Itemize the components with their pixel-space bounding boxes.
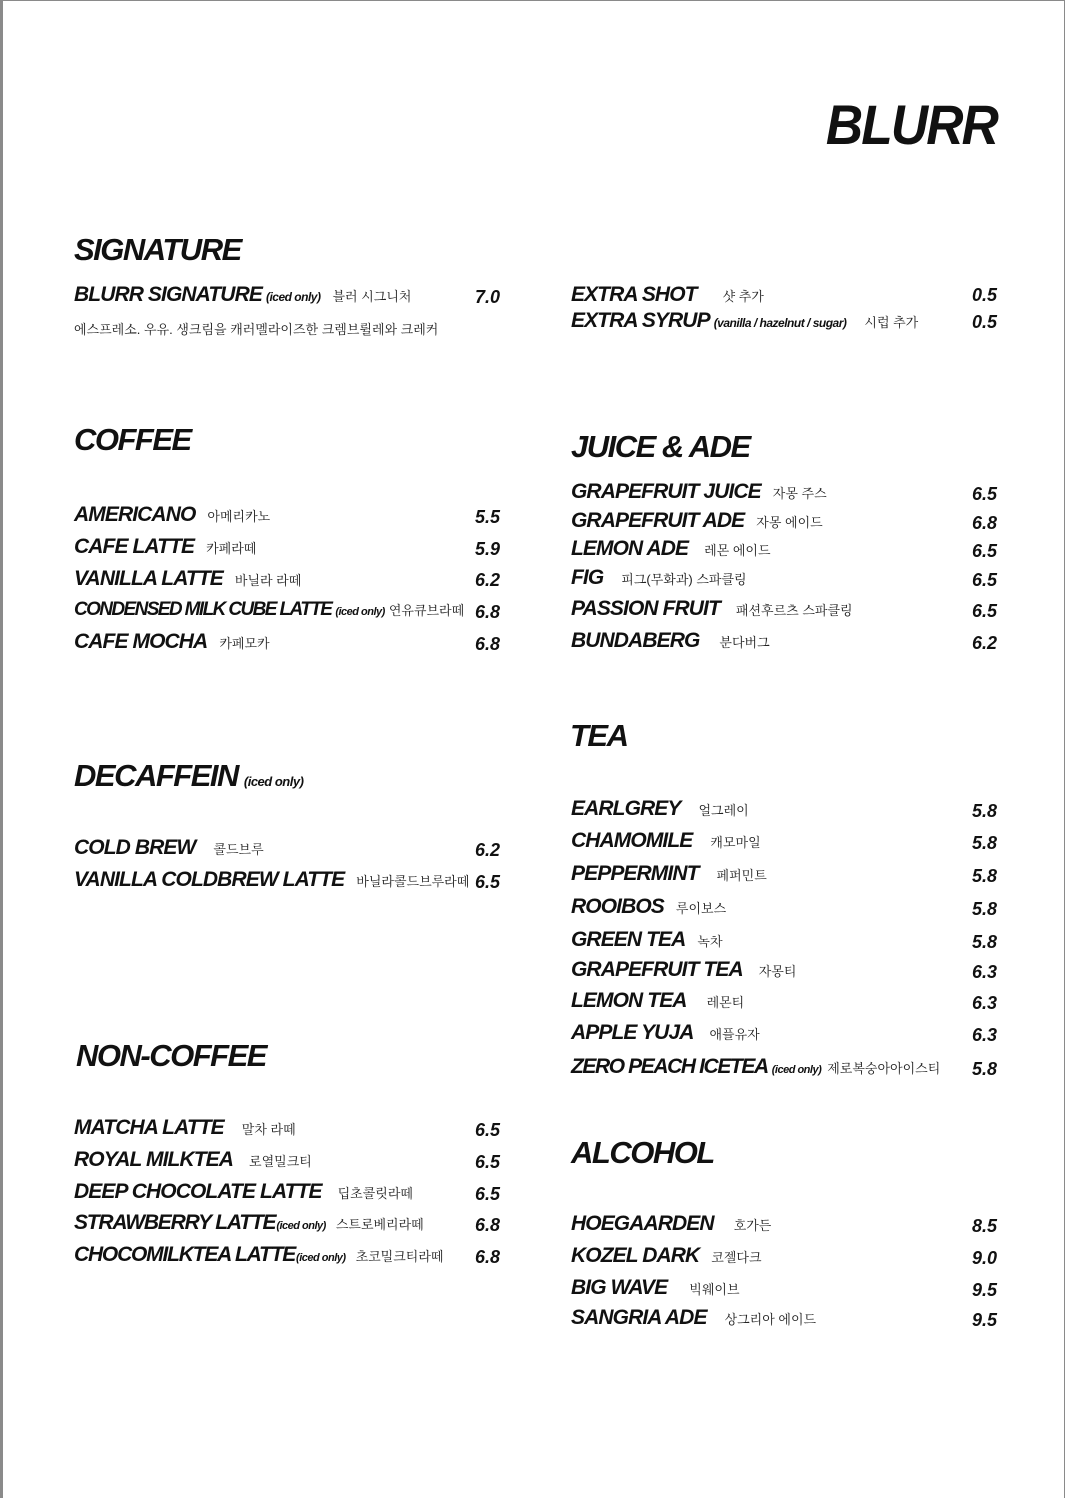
item-price: 5.8: [972, 1059, 998, 1079]
item-name: EXTRA SYRUP: [571, 309, 710, 332]
section-title-signature: SIGNATURE: [74, 232, 241, 267]
item-price: 6.5: [475, 1120, 501, 1140]
item-name: PASSION FRUIT: [571, 597, 720, 620]
item-name: EARLGREY: [571, 797, 681, 820]
item-name: GRAPEFRUIT ADE: [571, 509, 745, 532]
item-price: 5.8: [972, 899, 998, 919]
menu-item: [571, 895, 726, 919]
item-korean-name: 페퍼민트: [716, 868, 767, 883]
menu-item: [571, 1055, 940, 1079]
item-name: ROOIBOS: [571, 895, 664, 918]
item-name: GREEN TEA: [571, 928, 686, 951]
item-name: GRAPEFRUIT TEA: [571, 958, 743, 981]
item-name: AMERICANO: [74, 503, 196, 526]
section-title-tea: TEA: [570, 718, 628, 753]
item-name: ZERO PEACH ICETEA: [571, 1055, 768, 1078]
item-name: CHOCOMILKTEA LATTE: [74, 1243, 296, 1266]
section-title-alcohol: ALCOHOL: [571, 1135, 714, 1170]
item-korean-name: 패션후르츠 스파클링: [735, 603, 853, 618]
item-korean-name: 루이보스: [675, 901, 727, 916]
item-name: MATCHA LATTE: [74, 1116, 224, 1139]
menu-item: [74, 868, 469, 892]
item-korean-name: 레몬 에이드: [704, 543, 771, 558]
item-korean-name: 바닐라콜드브루라떼: [356, 874, 470, 889]
item-korean-name: 초코밀크티라떼: [355, 1249, 444, 1264]
menu-item: [571, 797, 749, 821]
item-price: 6.8: [972, 513, 998, 533]
menu-item: [74, 567, 301, 591]
item-name: STRAWBERRY LATTE: [74, 1211, 276, 1234]
item-price: 6.2: [475, 840, 501, 860]
item-korean-name: 자몽티: [758, 964, 797, 979]
brand-logo: BLURR: [825, 93, 997, 156]
item-korean-name: 빅웨이브: [689, 1282, 740, 1297]
menu-item: [74, 599, 464, 621]
item-name: KOZEL DARK: [571, 1244, 700, 1267]
item-note: (iced only): [276, 1220, 326, 1232]
item-korean-name: 아메리카노: [207, 509, 271, 524]
item-price: 6.8: [475, 1247, 501, 1267]
section-note: (iced only): [243, 774, 304, 789]
item-price: 6.5: [972, 570, 998, 590]
menu-item: [571, 1276, 740, 1300]
item-price: 5.8: [972, 866, 998, 886]
item-korean-name: 얼그레이: [698, 803, 749, 818]
section-title-noncoffee: NON-COFFEE: [76, 1038, 266, 1073]
item-price: 6.2: [475, 570, 501, 590]
item-korean-name: 콜드브루: [213, 842, 264, 857]
item-price: 0.5: [972, 285, 998, 305]
item-korean-name: 말차 라떼: [241, 1122, 296, 1137]
item-name: PEPPERMINT: [571, 862, 699, 885]
item-description: 에스프레소. 우유. 생크림을 캐러멜라이즈한 크렘브륄레와 크레커: [74, 322, 439, 337]
menu-item: [74, 1180, 413, 1204]
menu-item: [571, 283, 764, 307]
item-name: COLD BREW: [74, 836, 196, 859]
menu-item: [571, 597, 853, 621]
section-title-text: DECAFFEIN: [74, 758, 238, 793]
section-title-coffee: COFFEE: [74, 422, 191, 457]
item-korean-name: 카페라떼: [206, 541, 257, 556]
item-name: LEMON ADE: [571, 537, 689, 560]
item-korean-name: 캐모마일: [710, 835, 761, 850]
item-korean-name: 자몽 주스: [772, 486, 827, 501]
menu-item: [571, 862, 767, 886]
item-korean-name: 녹차: [697, 934, 723, 949]
item-name: HOEGAARDEN: [571, 1212, 714, 1235]
item-note: (iced only): [265, 290, 321, 304]
item-note: (iced only): [296, 1252, 346, 1264]
item-name: SANGRIA ADE: [571, 1306, 707, 1329]
item-korean-name: 연유큐브라떼: [388, 603, 465, 618]
item-price: 6.5: [475, 1184, 501, 1204]
item-price: 6.3: [972, 1025, 998, 1045]
menu-item: [74, 1148, 312, 1172]
item-name: VANILLA COLDBREW LATTE: [74, 868, 345, 891]
item-price: 9.0: [972, 1248, 998, 1268]
item-name: LEMON TEA: [571, 989, 687, 1012]
item-price: 6.5: [972, 541, 998, 561]
item-korean-name: 자몽 에이드: [756, 515, 823, 530]
item-price: 6.8: [475, 602, 501, 622]
item-korean-name: 스트로베리라떼: [335, 1217, 424, 1232]
item-price: 6.8: [475, 634, 501, 654]
menu-item: [74, 1116, 296, 1140]
item-korean-name: 카페모카: [219, 636, 270, 651]
item-price: 0.5: [972, 312, 998, 332]
menu-item: [571, 1306, 816, 1330]
item-name: CONDENSED MILK CUBE LATTE: [74, 599, 332, 620]
item-name: CAFE MOCHA: [74, 630, 208, 653]
item-korean-name: 상그리아 에이드: [724, 1312, 817, 1327]
menu-item: [571, 958, 796, 982]
menu-item: [571, 509, 823, 533]
item-name: VANILLA LATTE: [74, 567, 223, 590]
item-price: 6.3: [972, 993, 998, 1013]
section-title-juice-ade: JUICE & ADE: [571, 429, 750, 464]
item-price: 6.5: [972, 484, 998, 504]
item-name: APPLE YUJA: [571, 1021, 694, 1044]
item-note: (iced only): [771, 1064, 822, 1076]
menu-item: [571, 629, 770, 653]
item-name: BLURR SIGNATURE: [74, 283, 262, 306]
item-price: 5.8: [972, 932, 998, 952]
item-korean-name: 딥초콜릿라떼: [337, 1186, 413, 1201]
item-korean-name: 바닐라 라떼: [234, 573, 302, 588]
item-price: 6.5: [475, 1152, 501, 1172]
item-name: ROYAL MILKTEA: [74, 1148, 234, 1171]
item-korean-name: 블러 시그니처: [332, 289, 412, 304]
item-name: CAFE LATTE: [74, 535, 195, 558]
menu-item: [571, 829, 761, 853]
item-price: 6.5: [475, 872, 501, 892]
item-name: BUNDABERG: [571, 629, 700, 652]
menu-item: [74, 1243, 443, 1267]
menu-item: [74, 1211, 424, 1235]
item-korean-name: 애플유자: [709, 1027, 760, 1042]
menu-item: [571, 309, 918, 333]
item-korean-name: 호가든: [733, 1218, 772, 1233]
menu-item: [74, 630, 270, 654]
item-price: 6.5: [972, 601, 998, 621]
item-korean-name: 샷 추가: [722, 289, 764, 304]
item-korean-name: 레몬티: [706, 995, 745, 1010]
menu-item: [571, 1244, 762, 1268]
section-title-decaffein: [74, 758, 303, 794]
menu-item: [74, 283, 411, 307]
item-name: DEEP CHOCOLATE LATTE: [74, 1180, 322, 1203]
item-name: FIG: [571, 566, 604, 589]
item-note: (iced only): [335, 606, 385, 618]
item-price: 6.3: [972, 962, 998, 982]
menu-item: [571, 566, 747, 590]
item-name: GRAPEFRUIT JUICE: [571, 480, 761, 503]
menu-item: [74, 535, 256, 559]
menu-item: [571, 1021, 760, 1045]
item-korean-name: 코젤다크: [711, 1250, 762, 1265]
menu-item: [74, 836, 264, 860]
item-korean-name: 시럽 추가: [864, 315, 919, 330]
item-price: 6.8: [475, 1215, 501, 1235]
item-name: EXTRA SHOT: [571, 283, 697, 306]
item-korean-name: 로열밀크티: [249, 1154, 312, 1169]
item-korean-name: 제로복숭아아이스티: [827, 1061, 941, 1076]
item-note: (vanilla / hazelnut / sugar): [713, 316, 847, 330]
item-korean-name: 분다버그: [719, 635, 770, 650]
item-name: BIG WAVE: [571, 1276, 668, 1299]
item-price: 5.9: [475, 539, 501, 559]
item-price: 9.5: [972, 1280, 998, 1300]
item-price: 7.0: [475, 287, 501, 307]
menu-item: [571, 480, 827, 504]
item-price: 9.5: [972, 1310, 998, 1330]
item-price: 5.8: [972, 833, 998, 853]
menu-item: [571, 1212, 771, 1236]
item-korean-name: 피그(무화과) 스파클링: [621, 572, 747, 587]
item-price: 5.5: [475, 507, 501, 527]
item-price: 6.2: [972, 633, 998, 653]
item-price: 5.8: [972, 801, 998, 821]
item-price: 8.5: [972, 1216, 998, 1236]
item-name: CHAMOMILE: [571, 829, 693, 852]
menu-item: [571, 989, 744, 1013]
menu-item: [571, 928, 723, 952]
menu-item: [571, 537, 771, 561]
menu-item: [74, 503, 270, 527]
